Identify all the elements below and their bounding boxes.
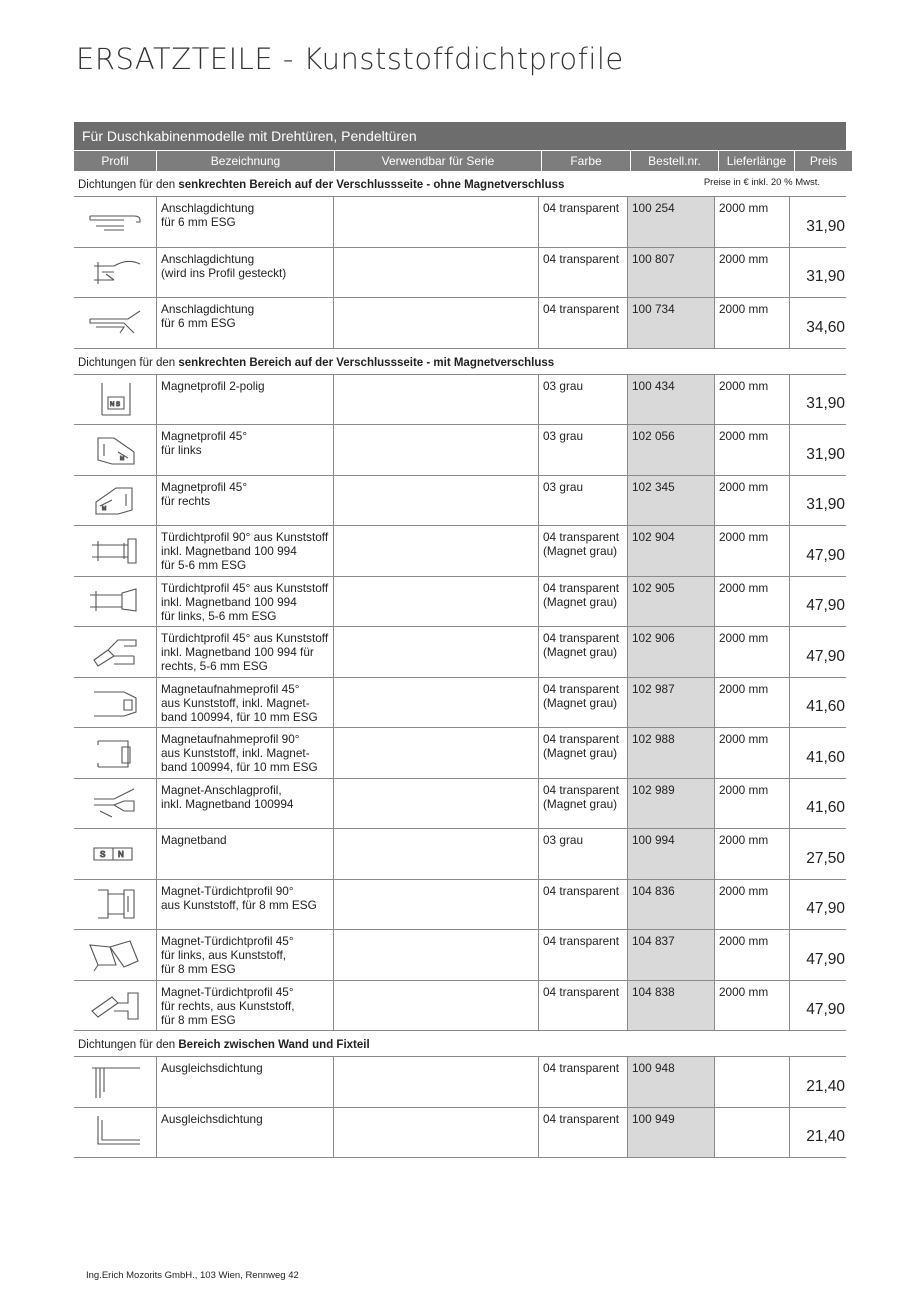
price-cell: 31,90 (806, 395, 845, 413)
profile-cell (74, 375, 157, 425)
series-cell (334, 880, 539, 930)
price-cell: 47,90 (806, 1001, 845, 1019)
magnet-45-right-profile-icon (84, 480, 146, 520)
length-cell: 2000 mm (715, 425, 790, 475)
table-row (74, 1057, 846, 1108)
price-cell: 21,40 (806, 1077, 845, 1095)
price-cell: 27,50 (806, 849, 845, 867)
group-heading (74, 171, 846, 197)
order-number-cell: 102 904 (628, 526, 715, 576)
color-cell: 04 transparent (Magnet grau) (539, 728, 628, 778)
series-cell (334, 248, 539, 298)
section-title: Für Duschkabinenmodelle mit Drehtüren, Pendeltüren (74, 122, 846, 150)
price-cell: 47,90 (806, 597, 845, 615)
group-heading (74, 349, 846, 375)
series-cell (334, 981, 539, 1031)
page-title: ERSATZTEILE - Kunststoffdichtprofile (76, 42, 624, 76)
description-cell: Magnetprofil 2-polig (157, 375, 334, 425)
price-cell: 47,90 (806, 950, 845, 968)
color-cell: 04 transparent (539, 298, 628, 348)
profile-cell (74, 577, 157, 627)
price-cell: 31,90 (806, 445, 845, 463)
length-cell: 2000 mm (715, 197, 790, 247)
table-row (74, 425, 846, 476)
color-cell: 04 transparent (539, 930, 628, 980)
order-number-cell: 104 837 (628, 930, 715, 980)
length-cell: 2000 mm (715, 375, 790, 425)
group-heading-bold: senkrechten Bereich auf der Verschlussseite - mit Magnetverschluss (178, 356, 555, 369)
description-cell: Anschlagdichtung für 6 mm ESG (157, 298, 334, 348)
column-header: Lieferlänge (719, 151, 794, 171)
description-cell: Anschlagdichtung für 6 mm ESG (157, 197, 334, 247)
table-row (74, 526, 846, 577)
order-number-cell: 102 345 (628, 476, 715, 526)
order-number-cell: 100 949 (628, 1108, 715, 1158)
description-cell: Magnetprofil 45° für rechts (157, 476, 334, 526)
order-number-cell: 100 734 (628, 298, 715, 348)
color-cell: 04 transparent (Magnet grau) (539, 678, 628, 728)
profile-cell (74, 526, 157, 576)
profile-cell (74, 981, 157, 1031)
series-cell (334, 197, 539, 247)
footer-address: Ing.Erich Mozorits GmbH., 103 Wien, Rennweg 42 (86, 1270, 299, 1281)
column-header: Bezeichnung (157, 151, 334, 171)
description-cell: Magnet-Anschlagprofil, inkl. Magnetband 100994 (157, 779, 334, 829)
series-cell (334, 1108, 539, 1158)
profile-cell (74, 248, 157, 298)
group-heading-bold: senkrechten Bereich auf der Verschlussseite - ohne Magnetverschluss (178, 179, 565, 191)
ausgleich-l-profile-icon (84, 1112, 146, 1152)
length-cell (715, 1057, 790, 1107)
order-number-cell: 100 434 (628, 375, 715, 425)
table-row (74, 298, 846, 349)
price-cell: 41,60 (806, 799, 845, 817)
profile-cell (74, 829, 157, 879)
description-cell: Magnet-Türdichtprofil 45° für links, aus Kunststoff, für 8 mm ESG (157, 930, 334, 980)
anschlag-insert-profile-icon (84, 252, 146, 292)
parts-table (74, 122, 846, 1158)
length-cell: 2000 mm (715, 298, 790, 348)
length-cell: 2000 mm (715, 829, 790, 879)
profile-cell (74, 298, 157, 348)
order-number-cell: 102 989 (628, 779, 715, 829)
table-row (74, 627, 846, 678)
table-row (74, 829, 846, 880)
magnet-receiver-90-profile-icon (84, 733, 146, 773)
length-cell: 2000 mm (715, 476, 790, 526)
description-cell: Ausgleichsdichtung (157, 1108, 334, 1158)
price-cell: 47,90 (806, 900, 845, 918)
profile-cell (74, 1108, 157, 1158)
color-cell: 03 grau (539, 476, 628, 526)
anschlag-lip-profile-icon (84, 303, 146, 343)
table-row (74, 375, 846, 426)
magnet-door-seal-45-left-profile-icon (84, 935, 146, 975)
price-cell: 47,90 (806, 647, 845, 665)
profile-cell (74, 930, 157, 980)
series-cell (334, 476, 539, 526)
group-heading-prefix: Dichtungen für den (78, 356, 179, 369)
group-heading-prefix: Dichtungen für den (78, 179, 179, 191)
description-cell: Ausgleichsdichtung (157, 1057, 334, 1107)
table-row (74, 678, 846, 729)
length-cell (715, 1108, 790, 1158)
door-seal-90-profile-icon (84, 531, 146, 571)
description-cell: Magnetaufnahmeprofil 90° aus Kunststoff, inkl. Magnet- band 100994, für 10 mm ESG (157, 728, 334, 778)
description-cell: Türdichtprofil 90° aus Kunststoff inkl. Magnetband 100 994 für 5-6 mm ESG (157, 526, 334, 576)
door-seal-45-left-profile-icon (84, 581, 146, 621)
table-body (74, 171, 846, 1158)
table-row (74, 476, 846, 527)
color-cell: 04 transparent (539, 1057, 628, 1107)
color-cell: 03 grau (539, 829, 628, 879)
profile-cell (74, 880, 157, 930)
table-row (74, 880, 846, 931)
order-number-cell: 102 906 (628, 627, 715, 677)
order-number-cell: 104 836 (628, 880, 715, 930)
order-number-cell: 100 994 (628, 829, 715, 879)
group-heading-bold: Bereich zwischen Wand und Fixteil (178, 1039, 370, 1051)
description-cell: Anschlagdichtung (wird ins Profil gesteckt) (157, 248, 334, 298)
length-cell: 2000 mm (715, 981, 790, 1031)
color-cell: 04 transparent (Magnet grau) (539, 779, 628, 829)
ausgleich-t-profile-icon (84, 1062, 146, 1102)
svg-text:M: M (102, 506, 107, 513)
length-cell: 2000 mm (715, 728, 790, 778)
table-row (74, 728, 846, 779)
column-header: Bestell.nr. (631, 151, 718, 171)
svg-text:M: M (120, 455, 125, 462)
series-cell (334, 375, 539, 425)
color-cell: 04 transparent (539, 880, 628, 930)
order-number-cell: 102 987 (628, 678, 715, 728)
order-number-cell: 102 905 (628, 577, 715, 627)
svg-text:N S: N S (110, 402, 121, 409)
description-cell: Magnet-Türdichtprofil 90° aus Kunststoff, für 8 mm ESG (157, 880, 334, 930)
series-cell (334, 829, 539, 879)
series-cell (334, 627, 539, 677)
profile-cell (74, 627, 157, 677)
length-cell: 2000 mm (715, 678, 790, 728)
table-row (74, 1108, 846, 1159)
column-header: Profil (74, 151, 156, 171)
column-header: Verwendbar für Serie (335, 151, 541, 171)
price-cell: 31,90 (806, 268, 845, 286)
order-number-cell: 102 988 (628, 728, 715, 778)
profile-cell (74, 678, 157, 728)
price-cell: 21,40 (806, 1128, 845, 1146)
profile-cell (74, 425, 157, 475)
magnet-45-left-profile-icon (84, 430, 146, 470)
series-cell (334, 298, 539, 348)
price-cell: 47,90 (806, 546, 845, 564)
price-cell: 41,60 (806, 748, 845, 766)
column-header: Preis (795, 151, 852, 171)
length-cell: 2000 mm (715, 627, 790, 677)
price-cell: 31,90 (806, 496, 845, 514)
length-cell: 2000 mm (715, 248, 790, 298)
magnet-anschlag-profile-icon (84, 783, 146, 823)
series-cell (334, 526, 539, 576)
color-cell: 04 transparent (539, 1108, 628, 1158)
order-number-cell: 100 254 (628, 197, 715, 247)
order-number-cell: 100 948 (628, 1057, 715, 1107)
color-cell: 04 transparent (539, 248, 628, 298)
length-cell: 2000 mm (715, 930, 790, 980)
column-header-row (74, 151, 846, 171)
table-row (74, 248, 846, 299)
magnetband-icon (84, 834, 146, 874)
magnet-door-seal-90-profile-icon (84, 884, 146, 924)
table-row (74, 930, 846, 981)
color-cell: 03 grau (539, 425, 628, 475)
series-cell (334, 425, 539, 475)
order-number-cell: 100 807 (628, 248, 715, 298)
series-cell (334, 728, 539, 778)
description-cell: Türdichtprofil 45° aus Kunststoff inkl. Magnetband 100 994 für links, 5-6 mm ESG (157, 577, 334, 627)
price-cell: 31,90 (806, 217, 845, 235)
profile-cell (74, 476, 157, 526)
profile-cell (74, 728, 157, 778)
price-cell: 41,60 (806, 698, 845, 716)
table-row (74, 779, 846, 830)
series-cell (334, 1057, 539, 1107)
color-cell: 04 transparent (Magnet grau) (539, 526, 628, 576)
table-row (74, 577, 846, 628)
length-cell: 2000 mm (715, 577, 790, 627)
magnet-door-seal-45-right-profile-icon (84, 985, 146, 1025)
series-cell (334, 678, 539, 728)
series-cell (334, 779, 539, 829)
series-cell (334, 577, 539, 627)
price-cell: 34,60 (806, 318, 845, 336)
column-header: Farbe (542, 151, 630, 171)
profile-cell (74, 779, 157, 829)
color-cell: 03 grau (539, 375, 628, 425)
color-cell: 04 transparent (539, 981, 628, 1031)
magnet-2pole-profile-icon (84, 379, 146, 419)
table-row (74, 197, 846, 248)
description-cell: Magnetband (157, 829, 334, 879)
svg-text:N: N (118, 849, 124, 859)
description-cell: Türdichtprofil 45° aus Kunststoff inkl. Magnetband 100 994 für rechts, 5-6 mm ESG (157, 627, 334, 677)
door-seal-45-right-profile-icon (84, 632, 146, 672)
color-cell: 04 transparent (Magnet grau) (539, 577, 628, 627)
table-row (74, 981, 846, 1032)
order-number-cell: 102 056 (628, 425, 715, 475)
description-cell: Magnet-Türdichtprofil 45° für rechts, aus Kunststoff, für 8 mm ESG (157, 981, 334, 1031)
length-cell: 2000 mm (715, 779, 790, 829)
series-cell (334, 930, 539, 980)
profile-cell (74, 197, 157, 247)
order-number-cell: 104 838 (628, 981, 715, 1031)
length-cell: 2000 mm (715, 526, 790, 576)
magnet-receiver-45-profile-icon (84, 682, 146, 722)
color-cell: 04 transparent (Magnet grau) (539, 627, 628, 677)
price-note: Preise in € inkl. 20 % Mwst. (703, 177, 820, 188)
length-cell: 2000 mm (715, 880, 790, 930)
description-cell: Magnetprofil 45° für links (157, 425, 334, 475)
description-cell: Magnetaufnahmeprofil 45° aus Kunststoff, inkl. Magnet- band 100994, für 10 mm ESG (157, 678, 334, 728)
group-heading (74, 1031, 846, 1057)
anschlag-profile-icon (84, 202, 146, 242)
color-cell: 04 transparent (539, 197, 628, 247)
group-heading-prefix: Dichtungen für den (78, 1039, 179, 1051)
svg-text:S: S (100, 849, 106, 859)
profile-cell (74, 1057, 157, 1107)
